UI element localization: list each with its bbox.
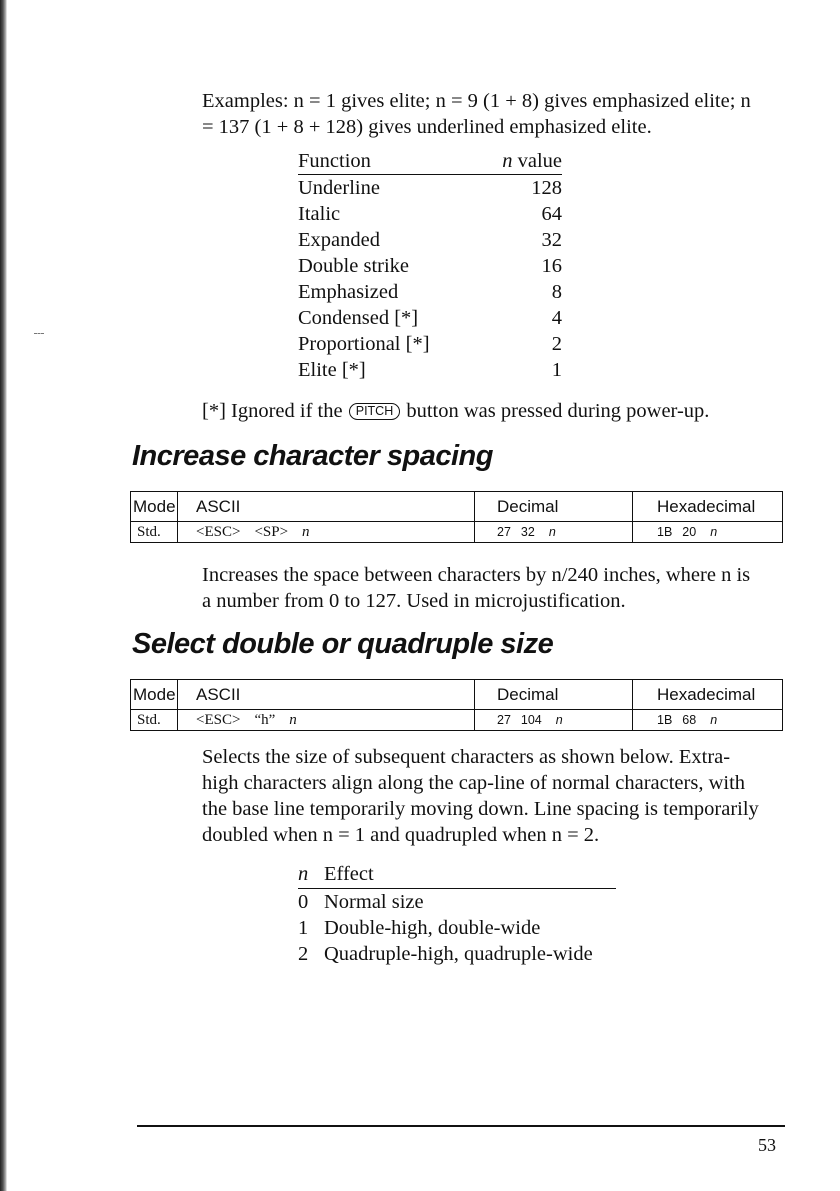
increase-spacing-description <box>202 562 782 614</box>
ascii-code-1: <ESC> <box>196 523 241 540</box>
decimal-code-1: 27 <box>497 525 511 539</box>
std-command-row <box>131 710 783 731</box>
mode-cell: Std. <box>131 522 178 543</box>
size-desc-line-4: doubled when n = 1 and quadrupled when n = 2. <box>202 824 600 846</box>
hex-code-2: 20 <box>682 525 697 539</box>
command-table-header <box>131 492 783 522</box>
mode-header: Mode <box>131 492 178 522</box>
n-cell: 2 <box>298 943 309 965</box>
n-variable: n <box>502 149 513 172</box>
n-value-column-header <box>480 148 563 175</box>
ignored-note <box>202 398 782 424</box>
table-row <box>298 201 562 227</box>
value-cell: 128 <box>531 177 562 199</box>
hex-code-2: 68 <box>682 713 697 727</box>
size-desc-line-1: Selects the size of subsequent characters as shown below. Extra- <box>202 746 731 768</box>
decimal-code-2: 32 <box>520 525 535 539</box>
ascii-cell <box>178 710 475 731</box>
table-row <box>298 227 562 253</box>
value-cell: 4 <box>551 307 562 329</box>
function-cell: Expanded <box>298 229 380 251</box>
effect-column-header: Effect <box>324 860 616 889</box>
effect-cell: Normal size <box>324 891 424 913</box>
table-row <box>298 357 562 383</box>
size-desc-line-3: the base line temporarily moving down. Line spacing is temporarily <box>202 798 759 820</box>
n-cell: 1 <box>298 917 309 939</box>
hex-code-3: n <box>710 525 718 539</box>
ascii-code-3: n <box>302 523 310 540</box>
n-column-header: n <box>298 860 324 889</box>
value-label: value <box>517 149 562 172</box>
value-cell: 8 <box>551 281 562 303</box>
function-cell: Proportional [*] <box>298 333 430 355</box>
function-cell: Underline <box>298 177 380 199</box>
function-value-table <box>298 148 562 383</box>
ascii-cell <box>178 522 475 543</box>
double-quadruple-description <box>202 744 784 848</box>
function-cell: Italic <box>298 203 341 225</box>
command-table-header <box>131 680 783 710</box>
function-cell: Double strike <box>298 255 410 277</box>
double-quadruple-command-table <box>130 679 783 731</box>
value-cell: 32 <box>541 229 562 251</box>
effect-cell: Quadruple-high, quadruple-wide <box>324 943 593 965</box>
size-desc-line-2: high characters align along the cap-line of normal characters, with <box>202 772 746 794</box>
hex-code-1: 1B <box>657 713 673 727</box>
intro-paragraph <box>202 88 782 140</box>
ascii-code-3: n <box>289 711 297 728</box>
note-text-before: [*] Ignored if the <box>202 400 348 422</box>
effect-table-header <box>298 860 616 889</box>
table-row <box>298 915 616 941</box>
function-cell: Emphasized <box>298 281 399 303</box>
note-text-after: button was pressed during power-up. <box>401 400 710 422</box>
double-quadruple-size-heading: Select double or quadruple size <box>132 628 554 660</box>
decimal-cell <box>475 522 633 543</box>
table-row <box>298 331 562 357</box>
increase-spacing-heading: Increase character spacing <box>132 440 493 472</box>
page-binding-edge <box>0 0 7 1191</box>
table-row <box>298 279 562 305</box>
ascii-header: ASCII <box>178 680 475 710</box>
scan-mark <box>34 333 44 336</box>
ascii-code-2: <SP> <box>254 523 289 540</box>
table-row <box>298 305 562 331</box>
function-column-header: Function <box>298 148 480 175</box>
function-cell: Elite [*] <box>298 359 366 381</box>
footer-rule <box>137 1125 785 1127</box>
decimal-cell <box>475 710 633 731</box>
hex-cell <box>633 522 783 543</box>
size-effect-table <box>298 860 616 967</box>
value-cell: 1 <box>551 359 562 381</box>
increase-spacing-command-table <box>130 491 783 543</box>
function-cell: Condensed [*] <box>298 307 419 329</box>
function-table-header <box>298 148 562 175</box>
decimal-header: Decimal <box>475 492 633 522</box>
hex-header: Hexadecimal <box>633 492 783 522</box>
decimal-code-3: n <box>548 525 556 539</box>
decimal-header: Decimal <box>475 680 633 710</box>
spacing-desc-line-1: Increases the space between characters by n/240 inches, where n is <box>202 564 751 586</box>
value-cell: 16 <box>541 255 562 277</box>
effect-cell: Double-high, double-wide <box>324 917 541 939</box>
pitch-button-icon: PITCH <box>349 403 401 420</box>
page-number: 53 <box>758 1135 776 1155</box>
n-cell: 0 <box>298 891 309 913</box>
spacing-desc-line-2: a number from 0 to 127. Used in microjustification. <box>202 590 626 612</box>
value-cell: 64 <box>541 203 562 225</box>
ascii-code-1: <ESC> <box>196 711 241 728</box>
value-cell: 2 <box>551 333 562 355</box>
decimal-code-1: 27 <box>497 713 511 727</box>
intro-line-2: = 137 (1 + 8 + 128) gives underlined emphasized elite. <box>202 116 652 138</box>
table-row <box>298 253 562 279</box>
decimal-code-2: 104 <box>520 713 542 727</box>
hex-code-1: 1B <box>657 525 673 539</box>
std-command-row <box>131 522 783 543</box>
intro-line-1: Examples: n = 1 gives elite; n = 9 (1 + 8) gives emphasized elite; n <box>202 90 751 112</box>
mode-cell: Std. <box>131 710 178 731</box>
hex-cell <box>633 710 783 731</box>
ascii-code-2: “h” <box>254 711 276 728</box>
ascii-header: ASCII <box>178 492 475 522</box>
table-row <box>298 941 616 967</box>
hex-header: Hexadecimal <box>633 680 783 710</box>
table-row <box>298 889 616 916</box>
hex-code-3: n <box>710 713 718 727</box>
mode-header: Mode <box>131 680 178 710</box>
decimal-code-3: n <box>555 713 563 727</box>
table-row <box>298 175 562 202</box>
